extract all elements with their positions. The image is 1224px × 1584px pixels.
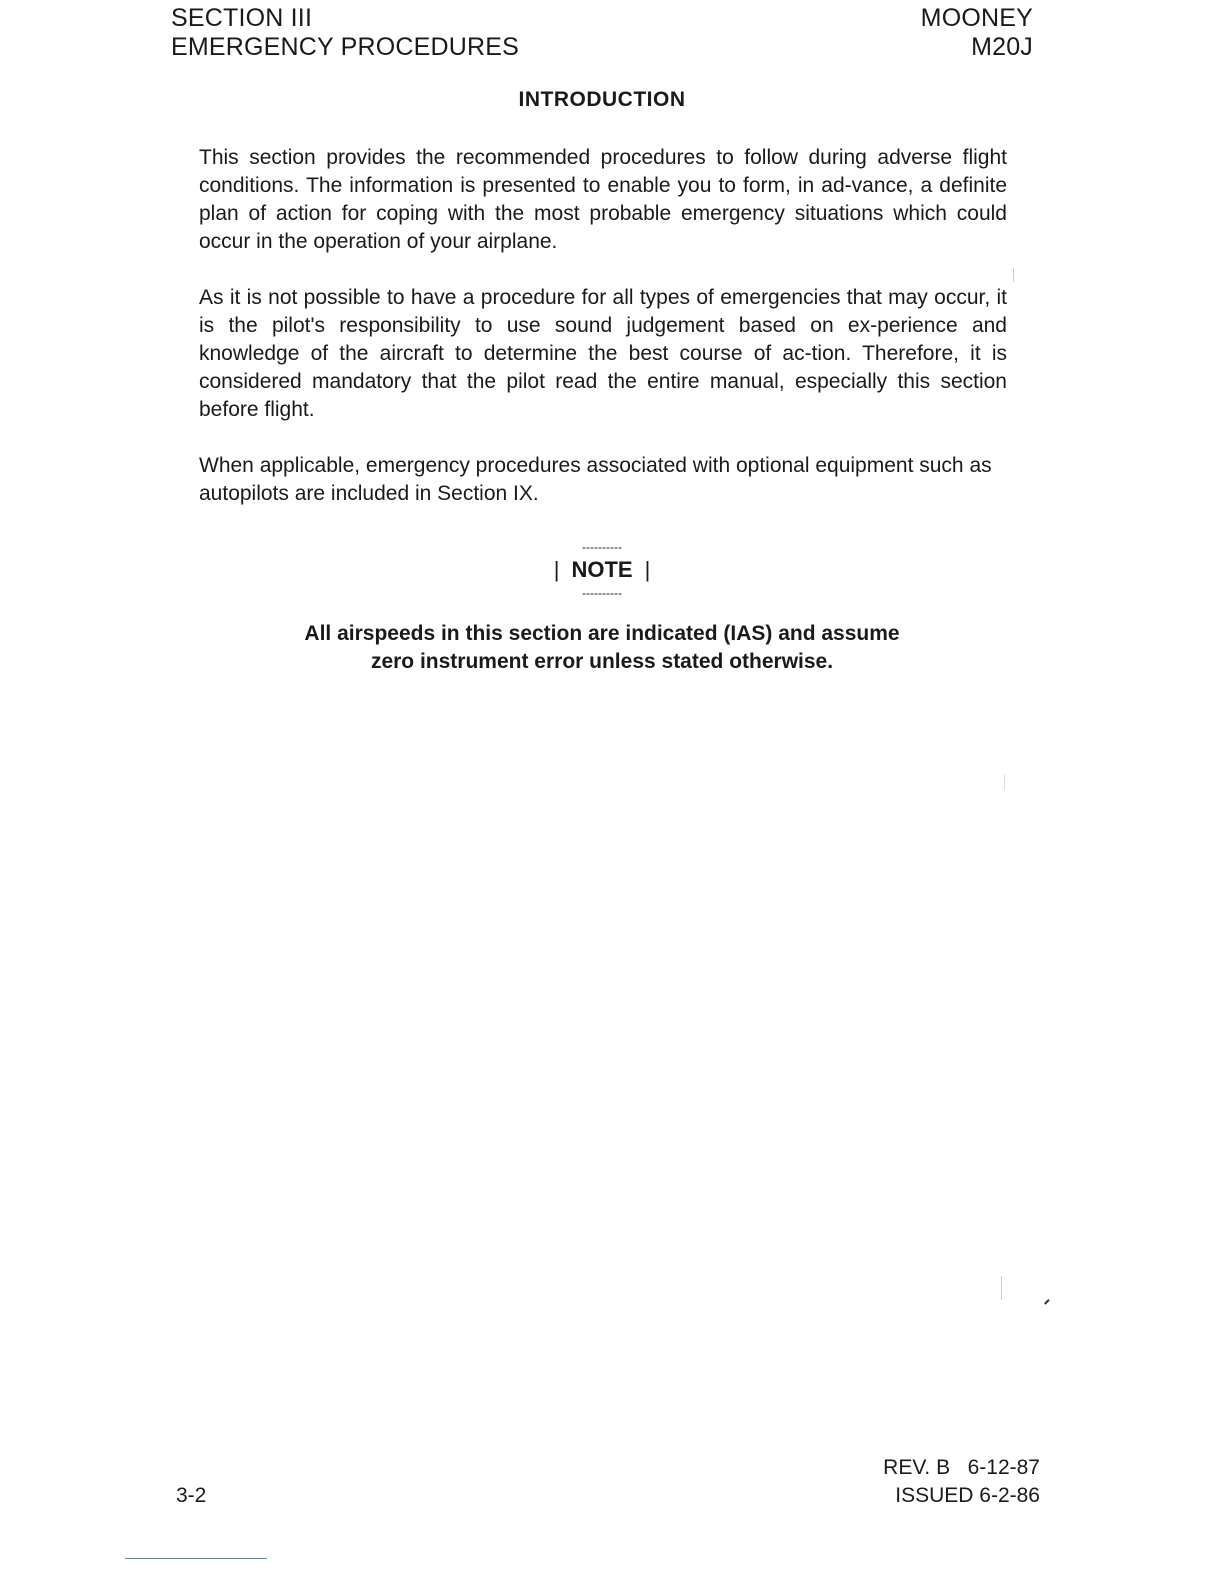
note-top-rule: ---------- bbox=[582, 540, 622, 554]
paragraph-3: When applicable, emergency procedures associated with optional equipment such as autopilots are included in Section IX. bbox=[199, 454, 992, 505]
note-text bbox=[0, 620, 1204, 676]
note-box bbox=[0, 540, 1204, 600]
note-text-line-2: zero instrument error unless stated otherwise. bbox=[370, 650, 834, 673]
brand-name: MOONEY bbox=[920, 4, 1033, 32]
scan-speck bbox=[1001, 1276, 1002, 1300]
revision-date: REV. B 6-12-87 bbox=[883, 1456, 1040, 1479]
section-title: EMERGENCY PROCEDURES bbox=[171, 33, 520, 61]
issued-date: ISSUED 6-2-86 bbox=[895, 1484, 1040, 1507]
scan-speck bbox=[1013, 268, 1014, 282]
model-name: M20J bbox=[971, 33, 1033, 61]
note-right-bar: | bbox=[644, 557, 651, 582]
section-header bbox=[171, 4, 519, 62]
revision-info bbox=[883, 1454, 1040, 1510]
note-label: NOTE bbox=[571, 557, 633, 582]
aircraft-header bbox=[921, 4, 1033, 62]
note-left-bar: | bbox=[553, 557, 560, 582]
note-label-row bbox=[0, 554, 1204, 586]
note-text-line-1: All airspeeds in this section are indicated (IAS) and assume bbox=[304, 622, 900, 645]
scan-speck bbox=[1044, 1299, 1054, 1309]
scan-speck bbox=[1004, 774, 1005, 790]
note-bottom-rule: ---------- bbox=[582, 586, 622, 600]
page-number: 3-2 bbox=[176, 1484, 207, 1507]
paragraph-1: This section provides the recommended procedures to follow during adverse flight conditions. The information is presented to enable you to form, in ad-vance, a definite plan of action for coping with the most probable emergency situations which could occur in the operation of your airplane. bbox=[199, 146, 1007, 253]
bottom-rule bbox=[125, 1558, 267, 1559]
section-number: SECTION III bbox=[171, 4, 313, 32]
page-title: INTRODUCTION bbox=[518, 88, 686, 111]
paragraph-2: As it is not possible to have a procedure for all types of emergencies that may occur, it is the pilot's responsibility to use sound judgement based on ex-perience and knowledge of the aircraft to determine the best course of ac-tion. Therefore, it is considered mandatory that the pilot read the entire manual, especially this section before flight. bbox=[199, 286, 1007, 421]
